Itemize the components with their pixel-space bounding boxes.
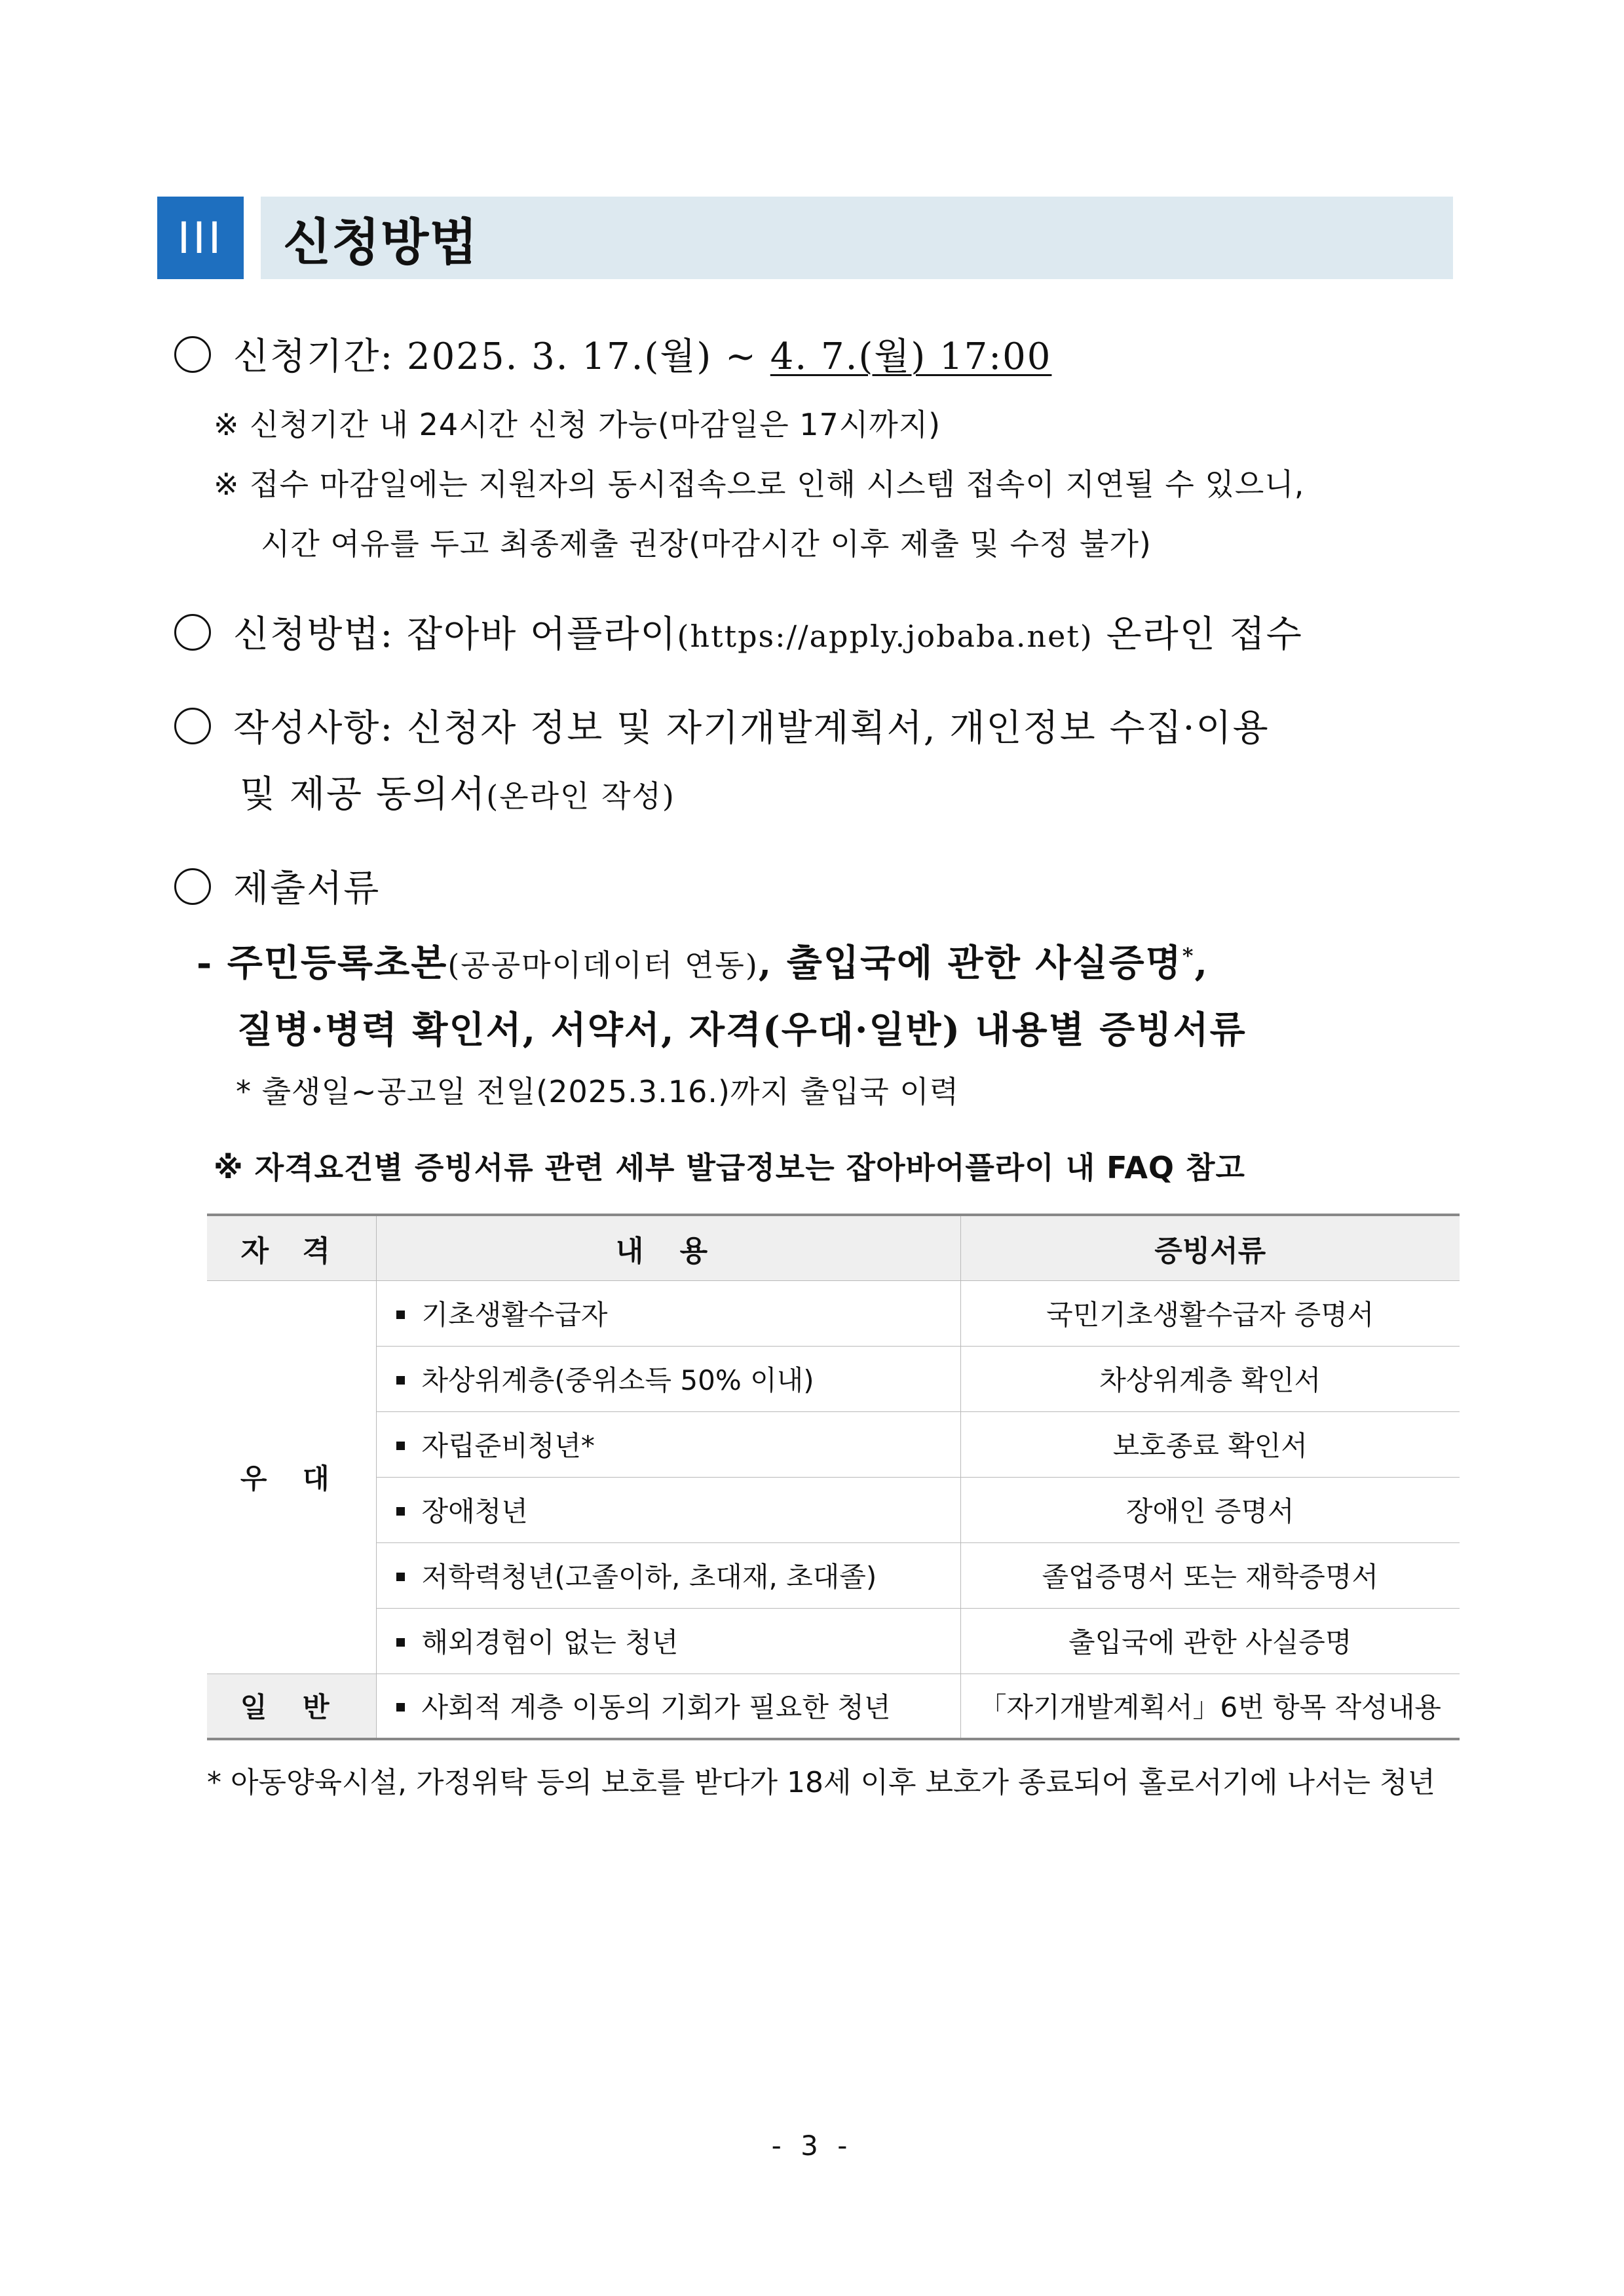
header-qualification: 자 격 [207, 1215, 376, 1280]
table-row [207, 1542, 1460, 1608]
period-label: 신청기간: 2025. 3. 17.(월) ~ [233, 335, 770, 378]
period-note-2-line-2: 시간 여유를 두고 최종제출 권장(마감시간 이후 제출 및 수정 불가) [261, 526, 1152, 562]
group-preferred: 우 대 [207, 1280, 376, 1674]
docs-line-1-small: (공공마이데이터 연동) [447, 947, 759, 983]
docs-line-1-a: - 주민등록초본 [197, 942, 448, 985]
table-row [207, 1411, 1460, 1477]
table-row [207, 1674, 1460, 1739]
square-bullet-icon [396, 1442, 405, 1450]
row-doc: 장애인 증명서 [960, 1477, 1460, 1542]
row-content-text: 사회적 계층 이동의 기회가 필요한 청년 [421, 1691, 891, 1724]
method-url: (https://apply.jobaba.net) [677, 619, 1093, 654]
header-documents: 증빙서류 [960, 1215, 1460, 1280]
docs-line-1 [197, 934, 1209, 987]
period-deadline: 4. 7.(월) 17:00 [770, 335, 1052, 378]
header-content: 내 용 [376, 1215, 960, 1280]
table-row [207, 1346, 1460, 1411]
write-item [174, 699, 1270, 752]
row-content [376, 1346, 960, 1411]
circle-bullet-icon [174, 336, 211, 373]
docs-line-1-c: , [1194, 942, 1209, 985]
row-content [376, 1542, 960, 1608]
row-content [376, 1674, 960, 1739]
write-line-2-small: (온라인 작성) [486, 778, 675, 814]
circle-bullet-icon [174, 868, 211, 905]
row-content [376, 1411, 960, 1477]
square-bullet-icon [396, 1376, 405, 1385]
period-item [174, 328, 1051, 380]
table-row [207, 1477, 1460, 1542]
group-general: 일 반 [207, 1674, 376, 1739]
row-content-text: 기초생활수급자 [421, 1299, 608, 1331]
docs-line-2: 질병·병력 확인서, 서약서, 자격(우대·일반) 내용별 증빙서류 [237, 1008, 1247, 1052]
method-label: 신청방법: 잡아바 어플라이 [233, 613, 677, 656]
docs-item [174, 860, 380, 912]
method-suffix: 온라인 접수 [1093, 613, 1303, 656]
period-note-1: ※ 신청기간 내 24시간 신청 가능(마감일은 17시까지) [214, 407, 941, 442]
docs-note: * 출생일~공고일 전일(2025.3.16.)까지 출입국 이력 [236, 1074, 960, 1109]
square-bullet-icon [396, 1311, 405, 1319]
section-number: III [177, 212, 224, 263]
row-doc: 국민기초생활수급자 증명서 [960, 1280, 1460, 1346]
section-number-badge [157, 197, 244, 279]
row-doc: 차상위계층 확인서 [960, 1346, 1460, 1411]
row-doc: 보호종료 확인서 [960, 1411, 1460, 1477]
table-header-row [207, 1215, 1460, 1280]
qualification-table [207, 1214, 1460, 1740]
write-line-1: 작성사항: 신청자 정보 및 자기개발계획서, 개인정보 수집·이용 [233, 707, 1270, 750]
write-line-2-main: 및 제공 동의서 [240, 773, 487, 816]
row-doc: 출입국에 관한 사실증명 [960, 1608, 1460, 1674]
square-bullet-icon [396, 1507, 405, 1516]
square-bullet-icon [396, 1703, 405, 1712]
table-row [207, 1280, 1460, 1346]
row-doc: 졸업증명서 또는 재학증명서 [960, 1542, 1460, 1608]
row-doc: 「자기개발계획서」6번 항목 작성내용 [960, 1674, 1460, 1739]
row-content-text: 장애청년 [421, 1495, 528, 1527]
docs-line-1-b: , 출입국에 관한 사실증명 [758, 942, 1182, 985]
page-number: - 3 - [771, 2130, 853, 2162]
row-content-text: 자립준비청년* [421, 1430, 595, 1462]
row-content [376, 1280, 960, 1346]
square-bullet-icon [396, 1638, 405, 1647]
row-content-text: 해외경험이 없는 청년 [421, 1626, 679, 1658]
section-title: 신청방법 [283, 212, 478, 271]
row-content-text: 저학력청년(고졸이하, 초대재, 초대졸) [421, 1561, 877, 1593]
write-item-line-2 [240, 765, 675, 818]
square-bullet-icon [396, 1573, 405, 1581]
footnote: * 아동양육시설, 가정위탁 등의 보호를 받다가 18세 이후 보호가 종료되어 홀로서기에 나서는 청년 [207, 1766, 1435, 1799]
period-note-2-line-1: ※ 접수 마감일에는 지원자의 동시접속으로 인해 시스템 접속이 지연될 수 있으니, [214, 467, 1305, 502]
docs-title: 제출서류 [233, 868, 381, 910]
row-content [376, 1477, 960, 1542]
circle-bullet-icon [174, 614, 211, 651]
table-row [207, 1608, 1460, 1674]
circle-bullet-icon [174, 708, 211, 744]
docs-line-1-star: * [1182, 943, 1195, 968]
row-content [376, 1608, 960, 1674]
method-item [174, 605, 1303, 658]
row-content-text: 차상위계층(중위소득 50% 이내) [421, 1364, 814, 1396]
faq-note: ※ 자격요건별 증빙서류 관련 세부 발급정보는 잡아바어플라이 내 FAQ 참고 [214, 1150, 1245, 1185]
